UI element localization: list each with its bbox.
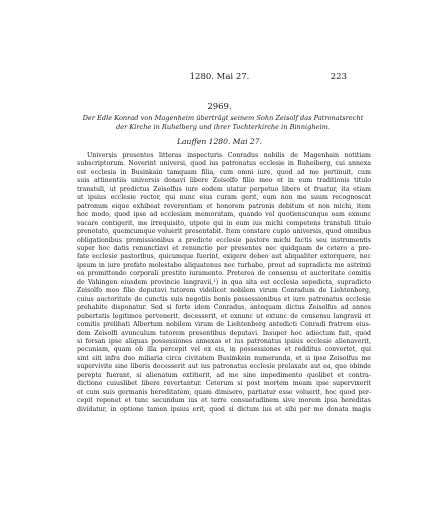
body-line: ea promittendo corporali prestito iuramento. Preterea de consensu et auctoritate comitis xyxy=(77,270,371,278)
charter-body-text xyxy=(77,152,371,414)
body-line: pecuniam, quam ob illa percepit vel ex eis, in possessiones et redditus convertet, qui xyxy=(77,346,371,354)
page-number: 223 xyxy=(330,72,347,82)
body-line: fate ecclesie pastoribus, quicumque fuerint, exigere debeo aut aliqualiter extorquere, nec xyxy=(77,253,371,261)
body-line: vacare contigerit, me irrequisito, utpote qui in eum ius michi competens transtuli titulo xyxy=(77,219,371,227)
body-line: obligationibus promissionibus a predicte ecclesie pastore michi factis seu instrumentis xyxy=(77,236,371,244)
running-head xyxy=(0,72,439,84)
body-line: dem Zeisolfi avunculum tutorem presentibus deputavi. Insuper hoc adiectum fuit, quod xyxy=(77,329,371,337)
body-line: transtuli, ut predictus Zeisolfus iure eodem utatur perpetuo libere et fruatur, ita etiam xyxy=(77,185,371,193)
body-line: Zeisolfo meo filio deputavi tutorem videlicet nobilem virum Conradum de Liehtenberg, xyxy=(77,287,371,295)
body-line: super hoc datis renunctiavi et renunctio per presentes nec quidquam de cetero a pre- xyxy=(77,244,371,252)
dating-line: Lauffen 1280. Mai 27. xyxy=(176,137,262,146)
body-line: si forsan ipse aliquas possessiones annexas et ius patronatus ipsius ecclesie alienaverit, xyxy=(77,337,371,345)
body-line: prenotato, quemcumque voluerit presentabit. Item constare cupio universis, quod omnibus xyxy=(77,228,371,236)
running-head-date: 1280. Mai 27. xyxy=(189,72,250,82)
regest-summary: Der Edle Konrad von Magenheim überträgt seinem Sohn Zeisolf das Patronatsrecht der Kirche in Ruhelberg und ihrer Tochterkirche in Binnigheim. xyxy=(82,114,364,131)
document-number: 2969. xyxy=(207,102,232,112)
body-line: pubertatis legitimos pervenerit, decesserit, et exnunc ut extunc de consensu langravii et xyxy=(77,312,371,320)
body-line: sint siti infra duo miliaria circa civitatem Busimkein numeranda, et si ipse Zeisolfus me xyxy=(77,354,371,362)
body-line: de Vahingen eiusdem provincie langravii,¹) in qua sita est ecclesia sepedicta, supradicto xyxy=(77,278,371,286)
body-line: patronum eique exhibeat reverentiam et honorem patronis debitum et non michi, item xyxy=(77,202,371,210)
body-line: ut ipsius ecclesie rector, qui nunc eius curam gerit, eum non me suum recognoscat xyxy=(77,194,371,202)
body-line: dividatur, in optione tamen ipsius erit, quod si dictum ius et sibi per me donata magis xyxy=(77,405,371,413)
body-line: cepit reponet et tunc secundum ius et terre consuetudinem sive morem ipsa hereditas xyxy=(77,397,371,405)
body-line: subscriptorum. Noverint universi, quod ius patronatus ecclesie in Ruheiberg, cui annexa xyxy=(77,160,371,168)
body-line: prehabite disponatur. Sed si forte idem Conradus, antequam dictus Zeisolfus ad annos xyxy=(77,304,371,312)
body-line: est ecclesia in Businkain tamquam filia, cum omni iure, quod ad me pertinuit, cum xyxy=(77,168,371,176)
body-line: dictione cuiuslibet libere revertantur. Ceterum si post mortem meam ipse supervixerit xyxy=(77,380,371,388)
body-line: et cum suis germanis hereditatem, quam dimisero, partiatur esse voluerit, hoc quod per- xyxy=(77,388,371,396)
body-line: hoc modo, quod ipse ad ecclesiam memoratam, quando vel quotienscunque eam exnunc xyxy=(77,211,371,219)
body-line: cuius auctoritate de cunctis suis negotiis bonis possessionibus et iure patronatus ecclesie xyxy=(77,295,371,303)
body-line: supervivite sine liberis decesserit aut ius patronatus ecclesie prelaxate aut ea, que obinde xyxy=(77,363,371,371)
body-line: Universis presentes litteras inspecturis Conradus nobilis de Magenhain notitiam xyxy=(87,152,371,159)
body-line: ipsum in iure prefato molestabo aliquatenus nec turbabo, prout ad supradicta me astrinxi xyxy=(77,261,371,269)
body-line: comitis prelibati Albertum nobilem virum de Liehtenberg antedicti Conradi fratrem eius- xyxy=(77,321,371,329)
body-line: suis attinentiis universis donavi libere Zeisolfo filio meo et in eum traditionis titulo xyxy=(77,177,371,185)
body-line: perepta fuerant, si alienatum extitierit, ad me sine impedimento quolibet et contra- xyxy=(77,371,371,379)
